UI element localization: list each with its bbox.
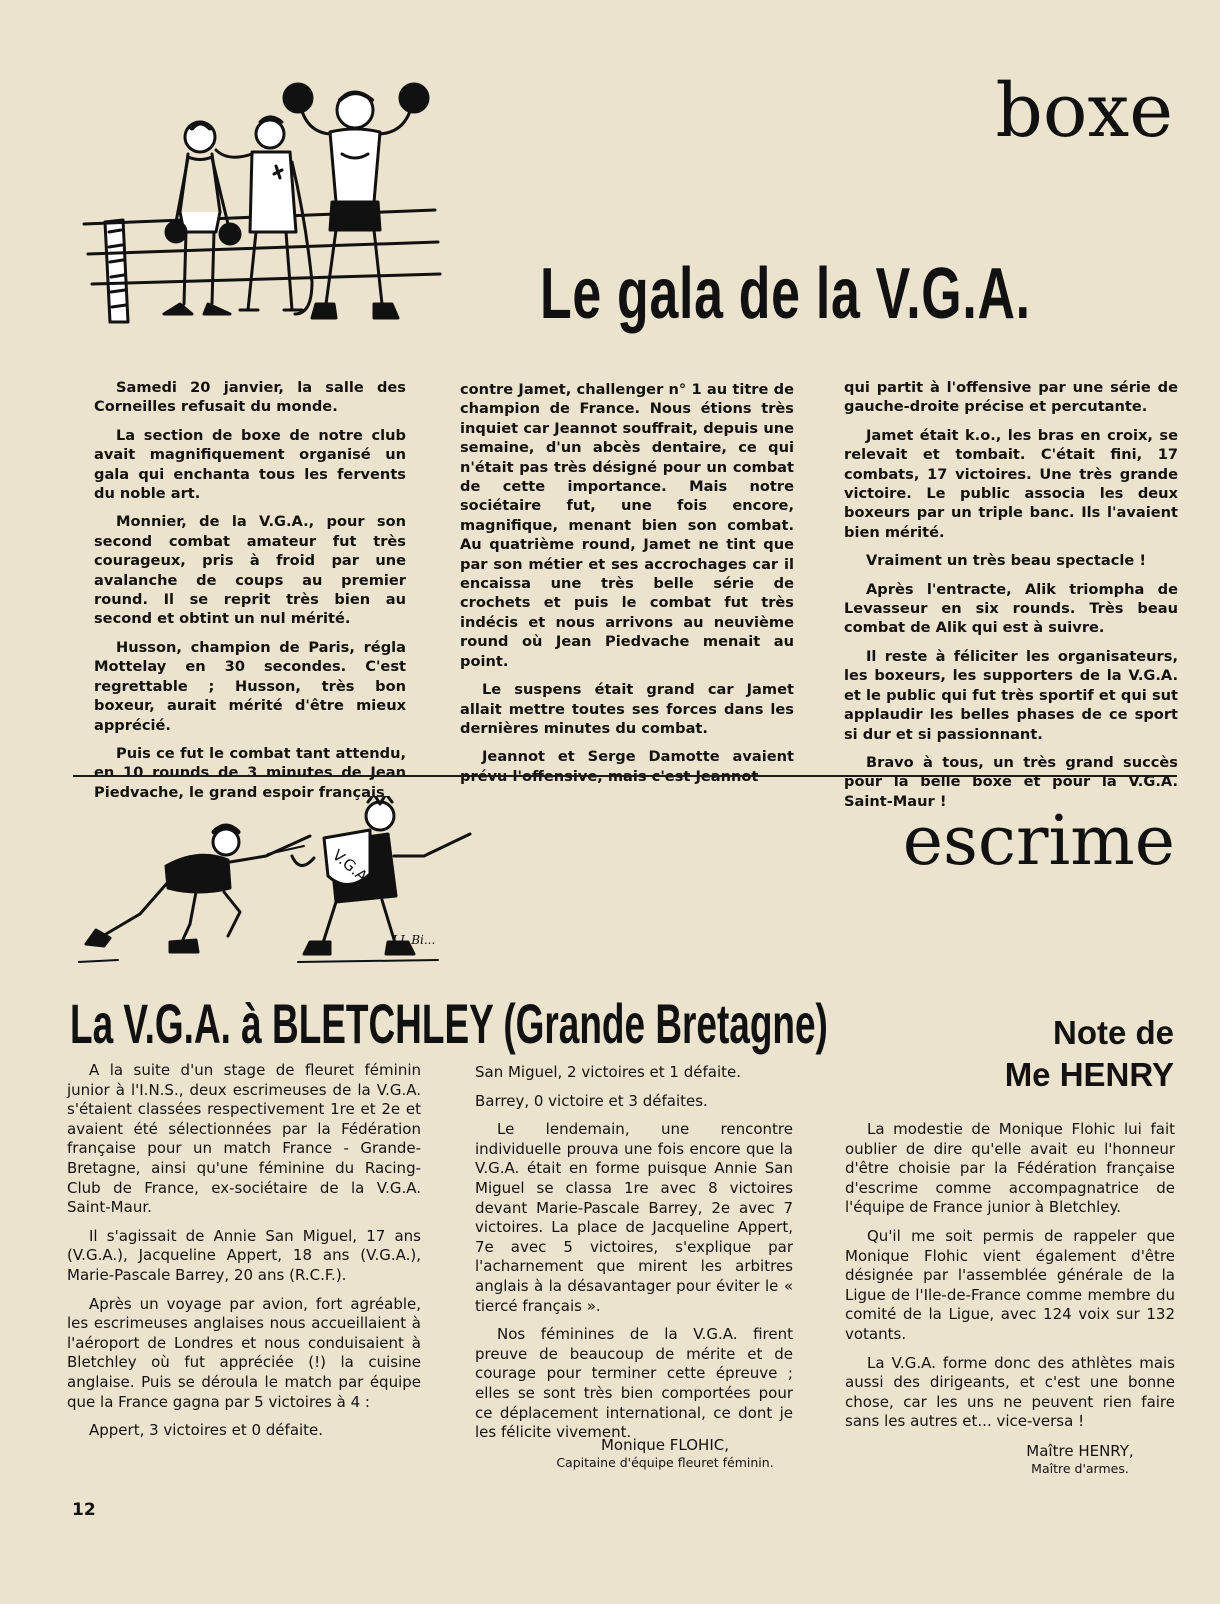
paragraph: Bravo à tous, un très grand succès pour la belle boxe et pour la V.G.A. Saint-Maur ! (844, 753, 1178, 810)
paragraph: Appert, 3 victoires et 0 défaite. (89, 1421, 324, 1440)
artist-signature: J.J. Bi... (392, 933, 436, 947)
paragraph: Puis ce fut le combat tant attendu, en 10 rounds de 3 minutes de Jean Piedvache, le grand espoir français (94, 744, 406, 801)
signature-role: Maître d'armes. (1031, 1461, 1129, 1476)
section-divider (73, 775, 1177, 777)
page-number: 12 (72, 1500, 96, 1520)
paragraph: A la suite d'un stage de fleuret féminin junior à l'I.N.S., deux escrimeuses de la V.G.A. s'étaient classées respectivement 1re et 2e et avaient été sélectionnées par la Fédération française pour un match France - Grande-Bretagne, ainsi qu'une féminine du Racing-Club de France, ex-sociétaire de la V.G.A. Saint-Maur. (67, 1061, 421, 1217)
headline-gala: Le gala de la V.G.A. (540, 254, 1031, 334)
paragraph: Jamet était k.o., les bras en croix, se relevait et tombait. C'était fini, 17 combats, 17 victoires. Une très grande victoire. Le public associa les deux boxeurs par un triple banc. Ils l'avaient bien mérité. (844, 426, 1178, 541)
paragraph: Nos féminines de la V.G.A. firent preuve de beaucoup de mérite et de courage pour terminer cette épreuve ; elles se sont très bien comportées pour ce déplacement international, ce dont je les félicite vivement. (475, 1325, 793, 1442)
signature-role: Capitaine d'équipe fleuret féminin. (556, 1455, 774, 1470)
signature-henry (985, 1442, 1175, 1478)
paragraph: Il reste à féliciter les organisateurs, les boxeurs, les supporters de la V.G.A. et le public qui fut très sportif et qui sut applaudir les belles phases de ce sport si dur et si passionnant. (844, 647, 1178, 743)
escrime-column-2 (475, 1063, 793, 1452)
paragraph: qui partit à l'offensive par une série de gauche-droite précise et percutante. (844, 379, 1178, 416)
paragraph: Le lendemain, une rencontre individuelle prouva une fois encore que la V.G.A. était en forme puisque Annie San Miguel se classa 1re avec 8 victoires devant Marie-Pascale Barrey, 2e avec 7 victoires. La place de Jacqueline Appert, 7e avec 5 victoires, s'explique par l'acharnement que mirent les arbitres anglais à la désavantager pour éviter le « tiercé français ». (475, 1120, 793, 1315)
paragraph: La V.G.A. forme donc des athlètes mais aussi des dirigeants, et c'est une bonne chose, car les uns ne peuvent rien faire sans les autres et... vice-versa ! (845, 1353, 1175, 1431)
fencing-cartoon-illustration (78, 796, 478, 972)
boxe-column-3 (844, 378, 1178, 820)
note-title (1005, 1012, 1174, 1096)
note-column (845, 1120, 1175, 1441)
paragraph: Vraiment un très beau spectacle ! (866, 552, 1147, 570)
note-title-line-2: Me HENRY (1004, 1056, 1174, 1093)
paragraph: Jeannot et Serge Damotte avaient prévu l'offensive, mais c'est Jeannot (460, 748, 794, 785)
boxe-column-1 (94, 378, 406, 811)
note-title-line-1: Note de (1052, 1014, 1174, 1051)
paragraph: Après un voyage par avion, fort agréable, les escrimeuses anglaises nous accueillaient à l'aéroport de Londres et nous conduisaient à Bletchley où fut appréciée (!) la cuisine anglaise. Puis se déroula le match par équipe que la France gagna par 5 victoires à 4 : (67, 1294, 421, 1411)
boxing-cartoon-illustration (80, 82, 450, 337)
headline-bletchley: La V.G.A. à BLETCHLEY (Grande Bretagne) (70, 992, 828, 1055)
paragraph: Il s'agissait de Annie San Miguel, 17 ans (V.G.A.), Jacqueline Appert, 18 ans (V.G.A.), Marie-Pascale Barrey, 20 ans (R.C.F.). (67, 1226, 421, 1284)
section-title-boxe: boxe (995, 68, 1173, 154)
paragraph: Barrey, 0 victoire et 3 défaites. (475, 1091, 708, 1110)
paragraph: La modestie de Monique Flohic lui fait oublier de dire qu'elle avait eu l'honneur d'être choisie par la Fédération française d'escrime comme accompagnatrice de l'équipe de France junior à Bletchley. (845, 1120, 1175, 1217)
shield-letters: V.G.A (328, 846, 371, 886)
signature-name: Maître HENRY, (1026, 1442, 1134, 1460)
paragraph: contre Jamet, challenger n° 1 au titre de champion de France. Nous étions très inquiet car Jeannot souffrait, depuis une semaine, d'un abcès dentaire, ce qui n'était pas très désigné pour un combat de cette importance. Mais notre sociétaire fut, une fois encore, magnifique, menant bien son combat. Au quatrième round, Jamet ne tint que par son métier et ses accrochages car il encaissa une très belle série de crochets et puis le combat fut très indécis et nous arrivons au neuvième round où Jean Piedvache menait au point. (460, 381, 794, 670)
boxe-column-2 (460, 380, 794, 795)
paragraph: Qu'il me soit permis de rappeler que Monique Flohic vient également d'être désignée par l'assemblée générale de la Ligue de l'Ile-de-France comme membre du comité de la Ligue, avec 124 voix sur 132 votants. (845, 1226, 1175, 1343)
section-title-escrime: escrime (902, 802, 1175, 881)
escrime-column-1 (67, 1061, 421, 1450)
signature-flohic (500, 1436, 830, 1472)
paragraph: Le suspens était grand car Jamet allait mettre toutes ses forces dans les dernières minutes du combat. (460, 681, 794, 737)
signature-name: Monique FLOHIC, (600, 1436, 730, 1454)
paragraph: San Miguel, 2 victoires et 1 défaite. (475, 1063, 741, 1081)
paragraph: Après l'entracte, Alik triompha de Levasseur en six rounds. Très beau combat de Alik qui est à suivre. (844, 580, 1178, 637)
paragraph: La section de boxe de notre club avait magnifiquement organisé un gala qui enchanta tous les fervents du noble art. (94, 426, 406, 503)
paragraph: Husson, champion de Paris, régla Mottelay en 30 secondes. C'est regrettable ; Husson, très bon boxeur, aurait mérité d'être mieux apprécié. (94, 638, 406, 734)
paragraph: Monnier, de la V.G.A., pour son second combat amateur fut très courageux, pris à froid par une avalanche de coups au premier round. Il se reprit très bien au second et obtint un nul mérité. (94, 513, 406, 628)
paragraph: Samedi 20 janvier, la salle des Corneilles refusait du monde. (94, 379, 406, 416)
